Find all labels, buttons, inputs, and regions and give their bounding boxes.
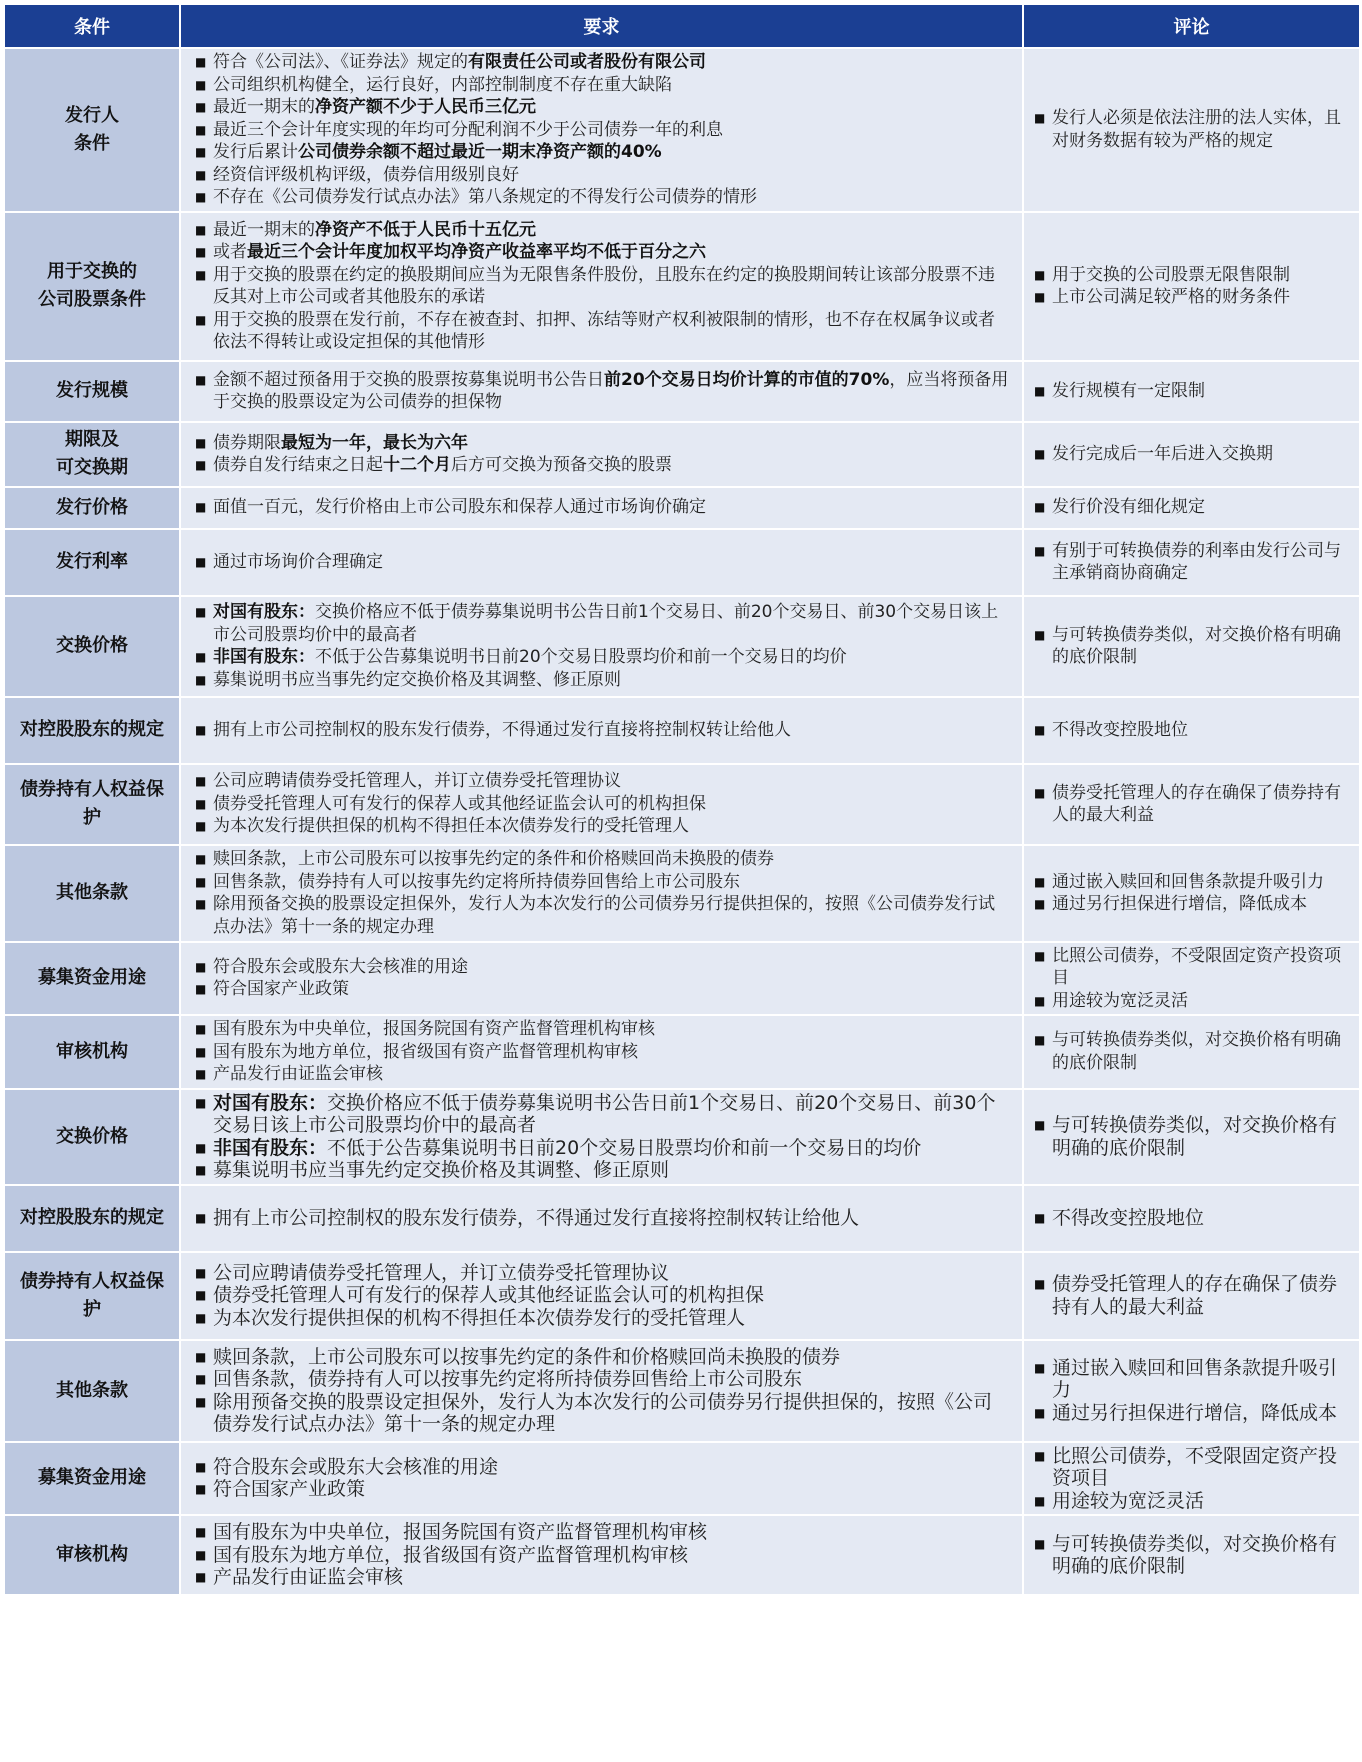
comment-cell (1023, 529, 1360, 596)
requirement-list (195, 219, 1010, 354)
requirement-item (195, 1307, 1010, 1330)
requirement-item (195, 1041, 1010, 1064)
requirement-item (195, 454, 1010, 477)
requirement-text: 募集说明书应当事先约定交换价格及其调整、修正原则 (213, 1159, 670, 1181)
requirement-item (195, 369, 1010, 414)
comment-item: ■ 发行完成后一年后进入交换期 (1034, 443, 1347, 466)
requirement-cell (180, 942, 1023, 1016)
requirement-text: 回售条款，债券持有人可以按事先约定将所持债券回售给上市公司股东 (213, 871, 740, 892)
requirement-text: 发行后累计 (213, 142, 298, 162)
requirement-text: 拥有上市公司控制权的股东发行债券，不得通过发行直接将控制权转让给他人 (213, 1206, 860, 1229)
requirement-text: 符合国家产业政策 (213, 1478, 366, 1501)
requirement-text: 公司组织机构健全，运行良好，内部控制制度不存在重大缺陷 (213, 74, 672, 95)
requirement-item (195, 1137, 1010, 1160)
requirement-item (195, 646, 1010, 669)
requirement-text: 除用预备交换的股票设定担保外，发行人为本次发行的公司债券另行提供担保的，按照《公司债券发行试点办法》第十一条的规定办理 (213, 1390, 993, 1435)
comment-item: ■ 不得改变控股地位 (1034, 1207, 1347, 1230)
comment-item: ■ 与可转换债券类似，对交换价格有明确的底价限制 (1034, 1533, 1347, 1578)
table-row (4, 596, 1360, 697)
requirement-item (195, 893, 1010, 938)
requirement-text: 募集说明书应当事先约定交换价格及其调整、修正原则 (213, 669, 621, 690)
requirement-text: 用于交换的股票在发行前，不存在被查封、扣押、冻结等财产权利被限制的情形，也不存在权属争议或者依法不得转让或设定担保的其他情形 (213, 309, 995, 352)
comment-cell (1023, 1442, 1360, 1516)
table-row (4, 212, 1360, 361)
requirement-item (195, 871, 1010, 894)
table-row (4, 487, 1360, 529)
requirement-text: 公司应聘请债券受托管理人，并订立债券受托管理协议 (213, 1261, 670, 1284)
requirement-emphasis: 对国有股东： (213, 602, 315, 622)
comment-item: ■ 发行价没有细化规定 (1034, 496, 1347, 519)
requirement-list (195, 601, 1010, 691)
requirement-item (195, 1207, 1010, 1230)
requirement-emphasis: 净资产额不少于人民币三亿元 (315, 97, 536, 117)
comment-cell (1023, 845, 1360, 942)
comment-cell (1023, 1015, 1360, 1089)
condition-cell: 发行规模 (4, 361, 180, 422)
requirement-text: 国有股东为地方单位，报省级国有资产监督管理机构审核 (213, 1041, 638, 1062)
requirement-list (195, 848, 1010, 938)
requirement-text: 不低于公告募集说明书日前20个交易日股票均价和前一个交易日的均价 (327, 1136, 922, 1159)
table-row (4, 845, 1360, 942)
comment-cell (1023, 942, 1360, 1016)
comment-cell (1023, 596, 1360, 697)
comment-list (1034, 1114, 1347, 1159)
comment-list (1034, 1029, 1347, 1074)
condition-cell: 债券持有人权益保护 (4, 1252, 180, 1340)
condition-cell: 发行利率 (4, 529, 180, 596)
requirement-cell (180, 48, 1023, 212)
requirement-item (195, 264, 1010, 309)
requirement-text: 经资信评级机构评级，债券信用级别良好 (213, 164, 519, 185)
requirement-item (195, 1478, 1010, 1501)
condition-cell: 债券持有人权益保护 (4, 764, 180, 845)
requirement-emphasis: 净资产不低于人民币十五亿元 (315, 219, 536, 240)
requirement-list (195, 1018, 1010, 1086)
requirement-cell (180, 212, 1023, 361)
requirement-text: 符合股东会或股东大会核准的用途 (213, 956, 468, 977)
requirement-text: 债券受托管理人可有发行的保荐人或其他经证监会认可的机构担保 (213, 1284, 765, 1307)
requirement-item (195, 1521, 1010, 1544)
table-row (4, 1252, 1360, 1340)
comment-list (1034, 945, 1347, 1013)
requirement-item (195, 51, 1010, 74)
requirement-text: 除用预备交换的股票设定担保外，发行人为本次发行的公司债券另行提供担保的，按照《公司债券发行试点办法》第十一条的规定办理 (213, 894, 995, 937)
condition-cell: 募集资金用途 (4, 1442, 180, 1516)
requirement-text: 赎回条款，上市公司股东可以按事先约定的条件和价格赎回尚未换股的债券 (213, 1345, 841, 1368)
table-row (4, 48, 1360, 212)
requirement-cell (180, 1015, 1023, 1089)
conditions-table-wrapper (3, 3, 1359, 1596)
requirement-item (195, 186, 1010, 209)
requirement-item (195, 601, 1010, 646)
requirement-item (195, 1018, 1010, 1041)
requirement-emphasis: 最近三个会计年度加权平均净资产收益率平均不低于百分之六 (247, 242, 706, 262)
comment-list (1034, 871, 1347, 916)
requirement-item (195, 219, 1010, 242)
requirement-text: 为本次发行提供担保的机构不得担任本次债券发行的受托管理人 (213, 1306, 746, 1329)
requirement-text: 后方可交换为预备交换的股票 (451, 455, 672, 475)
comment-item: ■ 发行人必须是依法注册的法人实体，且对财务数据有较为严格的规定 (1034, 107, 1347, 152)
requirement-list (195, 1092, 1010, 1182)
requirement-emphasis: 十二个月 (383, 455, 451, 475)
requirement-text: 符合股东会或股东大会核准的用途 (213, 1455, 499, 1478)
condition-cell: 交换价格 (4, 596, 180, 697)
condition-cell: 审核机构 (4, 1515, 180, 1595)
comment-cell (1023, 1089, 1360, 1185)
condition-cell: 发行价格 (4, 487, 180, 529)
conditions-table (3, 3, 1361, 1596)
requirement-list (195, 1521, 1010, 1589)
comment-list (1034, 380, 1347, 403)
requirement-text: 不存在《公司债券发行试点办法》第八条规定的不得发行公司债券的情形 (213, 187, 757, 207)
table-row (4, 422, 1360, 487)
condition-cell: 发行人 条件 (4, 48, 180, 212)
requirement-text: 债券期限 (213, 432, 281, 453)
requirement-list (195, 551, 1010, 574)
comment-item: ■ 用途较为宽泛灵活 (1034, 1490, 1347, 1513)
comment-item: ■ 债券受托管理人的存在确保了债券持有人的最大利益 (1034, 782, 1347, 827)
comment-item: ■ 有别于可转换债券的利率由发行公司与主承销商协商确定 (1034, 540, 1347, 585)
table-row (4, 529, 1360, 596)
requirement-list (195, 1262, 1010, 1330)
requirement-item (195, 1092, 1010, 1137)
requirement-item (195, 1456, 1010, 1479)
requirement-emphasis: 最短为一年，最长为六年 (281, 432, 468, 453)
requirement-cell (180, 1089, 1023, 1185)
requirement-text: ，应当将预备用于交换的股票设定为公司债券的担保物 (213, 369, 1009, 412)
requirement-list (195, 51, 1010, 209)
requirement-text: 产品发行由证监会审核 (213, 1064, 383, 1084)
requirement-item (195, 96, 1010, 119)
comment-list (1034, 443, 1347, 466)
requirement-list (195, 1346, 1010, 1436)
requirement-list (195, 956, 1010, 1001)
comment-cell (1023, 212, 1360, 361)
requirement-cell (180, 1185, 1023, 1252)
condition-cell: 募集资金用途 (4, 942, 180, 1016)
comment-item: ■ 通过嵌入赎回和回售条款提升吸引力 (1034, 1357, 1347, 1402)
condition-cell: 用于交换的 公司股票条件 (4, 212, 180, 361)
requirement-text: 用于交换的股票在约定的换股期间应当为无限售条件股份，且股东在约定的换股期间转让该部分股票不违反其对上市公司或者其他股东的承诺 (213, 264, 995, 307)
requirement-item (195, 669, 1010, 692)
requirement-text: 拥有上市公司控制权的股东发行债券，不得通过发行直接将控制权转让给他人 (213, 719, 791, 740)
requirement-item (195, 1566, 1010, 1589)
table-row (4, 1185, 1360, 1252)
comment-list (1034, 719, 1347, 742)
requirement-item (195, 956, 1010, 979)
comment-list (1034, 540, 1347, 585)
requirement-cell (180, 1340, 1023, 1442)
requirement-list (195, 496, 1010, 519)
comment-list (1034, 496, 1347, 519)
comment-cell (1023, 361, 1360, 422)
comment-list (1034, 264, 1347, 309)
requirement-cell (180, 1442, 1023, 1516)
requirement-item (195, 1368, 1010, 1391)
requirement-emphasis: 公司债券余额不超过最近一期末净资产额的40% (298, 142, 662, 162)
requirement-text: 符合《公司法》、《证券法》规定的 (213, 52, 468, 72)
table-row (4, 764, 1360, 845)
requirement-cell (180, 845, 1023, 942)
requirement-text: 赎回条款，上市公司股东可以按事先约定的条件和价格赎回尚未换股的债券 (213, 849, 774, 869)
requirement-item (195, 978, 1010, 1001)
requirement-item (195, 1391, 1010, 1436)
requirement-list (195, 432, 1010, 477)
requirement-item (195, 432, 1010, 455)
requirement-text: 不低于公告募集说明书日前20个交易日股票均价和前一个交易日的均价 (315, 647, 847, 667)
comment-item: ■ 发行规模有一定限制 (1034, 380, 1347, 403)
table-row (4, 1340, 1360, 1442)
comment-item: ■ 用途较为宽泛灵活 (1034, 990, 1347, 1013)
comment-item: ■ 比照公司债券，不受限固定资产投资项目 (1034, 1445, 1347, 1490)
comment-cell (1023, 764, 1360, 845)
table-row (4, 697, 1360, 764)
condition-cell: 其他条款 (4, 1340, 180, 1442)
comment-cell (1023, 1515, 1360, 1595)
requirement-text: 面值一百元，发行价格由上市公司股东和保荐人通过市场询价确定 (213, 497, 706, 518)
comment-item: ■ 债券受托管理人的存在确保了债券持有人的最大利益 (1034, 1273, 1347, 1318)
requirement-item (195, 164, 1010, 187)
requirement-text: 国有股东为中央单位，报国务院国有资产监督管理机构审核 (213, 1019, 655, 1039)
requirement-item (195, 141, 1010, 164)
requirement-item (195, 119, 1010, 142)
table-row (4, 1089, 1360, 1185)
requirement-item (195, 1346, 1010, 1369)
requirement-item (195, 719, 1010, 742)
comment-item: ■ 用于交换的公司股票无限售限制 (1034, 264, 1347, 287)
requirement-text: 为本次发行提供担保的机构不得担任本次债券发行的受托管理人 (213, 816, 689, 837)
requirement-cell (180, 764, 1023, 845)
comment-item: ■ 通过嵌入赎回和回售条款提升吸引力 (1034, 871, 1347, 894)
requirement-item (195, 1063, 1010, 1086)
comment-cell (1023, 422, 1360, 487)
requirement-item (195, 793, 1010, 816)
table-body (4, 48, 1360, 1595)
condition-cell: 审核机构 (4, 1015, 180, 1089)
requirement-item (195, 1544, 1010, 1567)
requirement-text: 产品发行由证监会审核 (213, 1566, 404, 1589)
comment-list (1034, 107, 1347, 152)
requirement-text: 回售条款，债券持有人可以按事先约定将所持债券回售给上市公司股东 (213, 1368, 803, 1390)
comment-list (1034, 1357, 1347, 1425)
requirement-cell (180, 529, 1023, 596)
table-row (4, 1015, 1360, 1089)
requirement-list (195, 719, 1010, 742)
requirement-text: 债券自发行结束之日起 (213, 455, 383, 475)
requirement-item (195, 74, 1010, 97)
requirement-item (195, 1262, 1010, 1285)
header-comment: 评论 (1023, 4, 1360, 48)
comment-list (1034, 624, 1347, 669)
comment-cell (1023, 1185, 1360, 1252)
requirement-item (195, 309, 1010, 354)
condition-cell: 对控股股东的规定 (4, 697, 180, 764)
table-row (4, 942, 1360, 1016)
requirement-cell (180, 422, 1023, 487)
requirement-item (195, 1159, 1010, 1182)
comment-list (1034, 1273, 1347, 1318)
comment-list (1034, 1533, 1347, 1578)
requirement-item (195, 770, 1010, 793)
requirement-item (195, 551, 1010, 574)
requirement-text: 交换价格应不低于债券募集说明书公告日前1个交易日、前20个交易日、前30个交易日该上市公司股票均价中的最高者 (213, 602, 999, 645)
condition-cell: 交换价格 (4, 1089, 180, 1185)
table-row (4, 1442, 1360, 1516)
table-row (4, 1515, 1360, 1595)
requirement-cell (180, 361, 1023, 422)
requirement-cell (180, 1252, 1023, 1340)
requirement-text: 通过市场询价合理确定 (213, 551, 383, 572)
requirement-text: 最近一期末的 (213, 219, 315, 240)
comment-list (1034, 782, 1347, 827)
comment-item: ■ 不得改变控股地位 (1034, 719, 1347, 742)
requirement-item (195, 496, 1010, 519)
comment-list (1034, 1445, 1347, 1513)
requirement-text: 最近三个会计年度实现的年均可分配利润不少于公司债券一年的利息 (213, 119, 723, 140)
requirement-text: 国有股东为地方单位，报省级国有资产监督管理机构审核 (213, 1543, 689, 1566)
requirement-item (195, 1284, 1010, 1307)
comment-item: ■ 与可转换债券类似，对交换价格有明确的底价限制 (1034, 624, 1347, 669)
requirement-text: 国有股东为中央单位，报国务院国有资产监督管理机构审核 (213, 1521, 708, 1544)
comment-list (1034, 1207, 1347, 1230)
requirement-text: 符合国家产业政策 (213, 979, 349, 1000)
table-row (4, 361, 1360, 422)
comment-cell (1023, 1340, 1360, 1442)
comment-cell (1023, 1252, 1360, 1340)
requirement-emphasis: 非国有股东： (213, 1136, 328, 1159)
condition-cell: 期限及 可交换期 (4, 422, 180, 487)
requirement-cell (180, 1515, 1023, 1595)
requirement-emphasis: 对国有股东： (213, 1091, 328, 1114)
requirement-text: 或者 (213, 242, 247, 262)
requirement-cell (180, 697, 1023, 764)
comment-item: ■ 通过另行担保进行增信，降低成本 (1034, 1402, 1347, 1425)
requirement-emphasis: 有限责任公司或者股份有限公司 (468, 52, 706, 72)
comment-item: ■ 与可转换债券类似，对交换价格有明确的底价限制 (1034, 1114, 1347, 1159)
condition-cell: 对控股股东的规定 (4, 1185, 180, 1252)
condition-cell: 其他条款 (4, 845, 180, 942)
comment-item: ■ 与可转换债券类似，对交换价格有明确的底价限制 (1034, 1029, 1347, 1074)
header-requirement: 要求 (180, 4, 1023, 48)
requirement-list (195, 770, 1010, 838)
comment-cell (1023, 697, 1360, 764)
comment-cell (1023, 487, 1360, 529)
comment-item: ■ 通过另行担保进行增信，降低成本 (1034, 893, 1347, 916)
header-condition: 条件 (4, 4, 180, 48)
table-header-row (4, 4, 1360, 48)
requirement-emphasis: 非国有股东： (213, 647, 315, 667)
comment-item: ■ 比照公司债券，不受限固定资产投资项目 (1034, 945, 1347, 990)
requirement-item (195, 241, 1010, 264)
requirement-list (195, 1207, 1010, 1230)
requirement-list (195, 369, 1010, 414)
requirement-text: 债券受托管理人可有发行的保荐人或其他经证监会认可的机构担保 (213, 793, 706, 814)
requirement-text: 交换价格应不低于债券募集说明书公告日前1个交易日、前20个交易日、前30个交易日该上市公司股票均价中的最高者 (213, 1091, 996, 1136)
requirement-cell (180, 487, 1023, 529)
requirement-text: 公司应聘请债券受托管理人，并订立债券受托管理协议 (213, 771, 621, 792)
requirement-item (195, 848, 1010, 871)
requirement-list (195, 1456, 1010, 1501)
comment-item: ■ 上市公司满足较严格的财务条件 (1034, 286, 1347, 309)
requirement-item (195, 815, 1010, 838)
requirement-text: 金额不超过预备用于交换的股票按募集说明书公告日 (213, 369, 604, 390)
requirement-text: 最近一期末的 (213, 97, 315, 117)
requirement-cell (180, 596, 1023, 697)
comment-cell (1023, 48, 1360, 212)
requirement-emphasis: 前20个交易日均价计算的市值的70% (604, 369, 890, 390)
